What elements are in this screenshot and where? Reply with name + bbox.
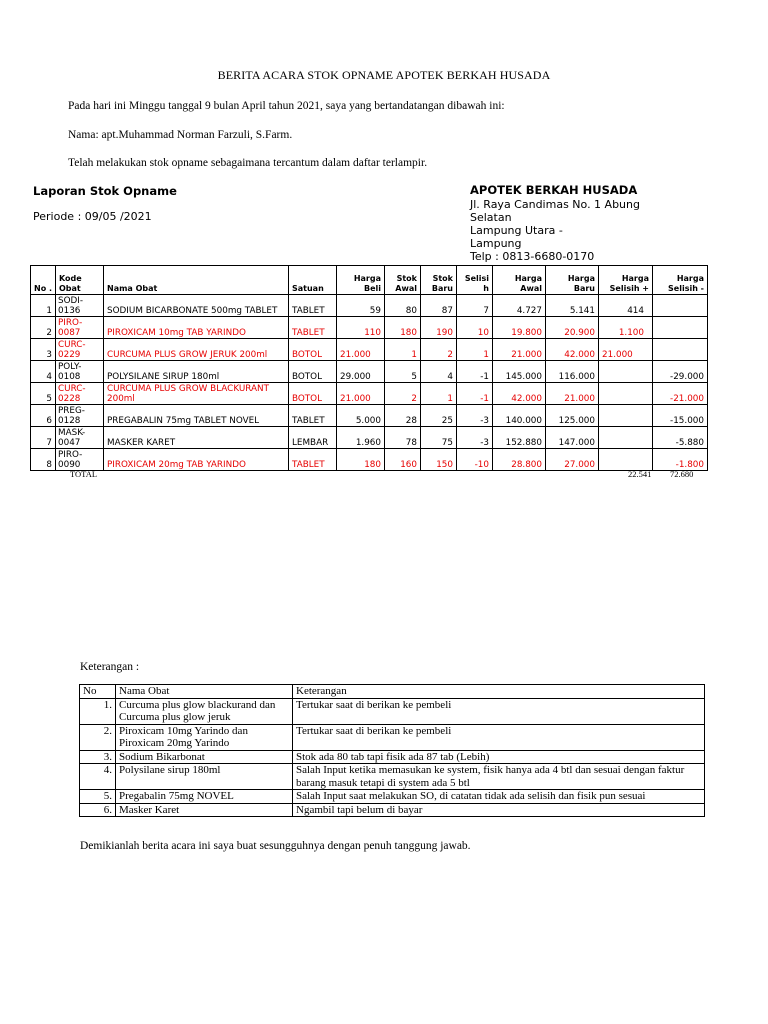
pharmacy-phone: Telp : 0813-6680-0170 xyxy=(470,250,595,263)
col-header-nama: Nama Obat xyxy=(104,266,289,295)
pharmacy-address-line: Jl. Raya Candimas No. 1 Abung xyxy=(470,198,640,211)
ket-row-nama: Polysilane sirup 180ml xyxy=(116,764,293,790)
report-period: Periode : 09/05 /2021 xyxy=(33,210,152,223)
row-no: 6 xyxy=(31,405,56,427)
row-harga-baru: 42.000 xyxy=(546,339,599,361)
row-harga-beli: 110 xyxy=(337,317,385,339)
row-harga-awal: 42.000 xyxy=(493,383,546,405)
closing-statement: Demikianlah berita acara ini saya buat sesungguhnya dengan penuh tanggung jawab. xyxy=(80,840,471,852)
row-selisih: -10 xyxy=(457,449,493,471)
row-stok-awal: 78 xyxy=(385,427,421,449)
row-selisih: -3 xyxy=(457,405,493,427)
ket-row-nama: Masker Karet xyxy=(116,803,293,817)
table-row xyxy=(31,427,708,449)
document-title: BERITA ACARA STOK OPNAME APOTEK BERKAH HUSADA xyxy=(217,68,551,82)
row-harga-beli: 1.960 xyxy=(337,427,385,449)
row-stok-baru: 87 xyxy=(421,295,457,317)
row-kode: CURC-0228 xyxy=(56,383,104,405)
row-harga-awal: 21.000 xyxy=(493,339,546,361)
signer-name: Nama: apt.Muhammad Norman Farzuli, S.Farm. xyxy=(68,129,293,141)
ket-header-keterangan: Keterangan xyxy=(293,685,705,699)
row-no: 4 xyxy=(31,361,56,383)
row-nama: PIROXICAM 20mg TAB YARINDO xyxy=(104,449,289,471)
table-row xyxy=(80,698,705,724)
row-satuan: BOTOL xyxy=(289,339,337,361)
keterangan-label: Keterangan : xyxy=(80,661,140,673)
ket-row-keterangan: Salah Input ketika memasukan ke system, fisik hanya ada 4 btl dan sesuai dengan faktur barang masuk tetapi di system ada 5 btl xyxy=(293,764,705,790)
row-stok-baru: 150 xyxy=(421,449,457,471)
row-nama: PIROXICAM 10mg TAB YARINDO xyxy=(104,317,289,339)
row-harga-baru: 5.141 xyxy=(546,295,599,317)
row-nama: MASKER KARET xyxy=(104,427,289,449)
row-harga-awal: 19.800 xyxy=(493,317,546,339)
row-harga-baru: 116.000 xyxy=(546,361,599,383)
row-stok-awal: 1 xyxy=(385,339,421,361)
row-nama: CURCUMA PLUS GROW JERUK 200ml xyxy=(104,339,289,361)
row-kode: CURC-0229 xyxy=(56,339,104,361)
col-header-stok-awal: Stok Awal xyxy=(385,266,421,295)
row-nama: CURCUMA PLUS GROW BLACKURANT 200ml xyxy=(104,383,289,405)
row-harga-awal: 28.800 xyxy=(493,449,546,471)
table-row xyxy=(31,317,708,339)
row-selisih-plus xyxy=(599,449,653,471)
row-satuan: LEMBAR xyxy=(289,427,337,449)
row-stok-baru: 190 xyxy=(421,317,457,339)
row-harga-awal: 152.880 xyxy=(493,427,546,449)
row-stok-baru: 75 xyxy=(421,427,457,449)
table-row xyxy=(31,339,708,361)
row-satuan: BOTOL xyxy=(289,383,337,405)
row-stok-awal: 180 xyxy=(385,317,421,339)
ket-row-no: 6. xyxy=(80,803,116,817)
row-selisih-minus: -5.880 xyxy=(653,427,708,449)
statement-paragraph: Telah melakukan stok opname sebagaimana tercantum dalam daftar terlampir. xyxy=(68,157,428,169)
row-stok-awal: 160 xyxy=(385,449,421,471)
col-header-satuan: Satuan xyxy=(289,266,337,295)
ket-row-no: 2. xyxy=(80,724,116,750)
row-selisih-minus xyxy=(653,317,708,339)
ket-row-nama: Piroxicam 10mg Yarindo dan Piroxicam 20mg Yarindo xyxy=(116,724,293,750)
table-row xyxy=(80,803,705,817)
col-header-no: No . xyxy=(31,266,56,295)
total-selisih-minus: 72.680 xyxy=(670,469,694,479)
intro-paragraph: Pada hari ini Minggu tanggal 9 bulan April tahun 2021, saya yang bertandatangan dibawah ini: xyxy=(68,100,505,112)
ket-row-nama: Pregabalin 75mg NOVEL xyxy=(116,790,293,804)
row-nama: SODIUM BICARBONATE 500mg TABLET xyxy=(104,295,289,317)
keterangan-table xyxy=(79,684,705,817)
row-harga-baru: 147.000 xyxy=(546,427,599,449)
table-row xyxy=(80,750,705,764)
row-stok-baru: 1 xyxy=(421,383,457,405)
row-stok-awal: 28 xyxy=(385,405,421,427)
row-satuan: BOTOL xyxy=(289,361,337,383)
col-header-harga-baru: Harga Baru xyxy=(546,266,599,295)
row-stok-baru: 2 xyxy=(421,339,457,361)
row-no: 8 xyxy=(31,449,56,471)
row-selisih-minus: -1.800 xyxy=(653,449,708,471)
row-no: 5 xyxy=(31,383,56,405)
pharmacy-info xyxy=(470,184,645,263)
stock-opname-table xyxy=(30,265,708,471)
col-header-harga-selisih-minus: Harga Selisih - xyxy=(653,266,708,295)
row-selisih-minus: -29.000 xyxy=(653,361,708,383)
row-no: 7 xyxy=(31,427,56,449)
row-selisih: 1 xyxy=(457,339,493,361)
row-selisih-minus xyxy=(653,295,708,317)
row-harga-beli: 59 xyxy=(337,295,385,317)
row-selisih-minus: -21.000 xyxy=(653,383,708,405)
table-row xyxy=(80,724,705,750)
row-harga-awal: 140.000 xyxy=(493,405,546,427)
row-satuan: TABLET xyxy=(289,295,337,317)
row-selisih: -3 xyxy=(457,427,493,449)
table-row xyxy=(31,383,708,405)
ket-row-nama: Curcuma plus glow blackurand dan Curcuma plus glow jeruk xyxy=(116,698,293,724)
ket-row-no: 3. xyxy=(80,750,116,764)
row-kode: PIRO-0090 xyxy=(56,449,104,471)
row-stok-awal: 5 xyxy=(385,361,421,383)
table-row xyxy=(80,764,705,790)
col-header-stok-baru: Stok Baru xyxy=(421,266,457,295)
row-no: 2 xyxy=(31,317,56,339)
row-harga-beli: 21.000 xyxy=(337,383,385,405)
row-selisih-plus xyxy=(599,427,653,449)
table-row xyxy=(80,790,705,804)
row-harga-beli: 180 xyxy=(337,449,385,471)
row-satuan: TABLET xyxy=(289,405,337,427)
ket-header-nama: Nama Obat xyxy=(116,685,293,699)
row-harga-beli: 21.000 xyxy=(337,339,385,361)
row-harga-baru: 20.900 xyxy=(546,317,599,339)
row-selisih-plus xyxy=(599,383,653,405)
table-header-row xyxy=(31,266,708,295)
table-row xyxy=(31,295,708,317)
row-no: 3 xyxy=(31,339,56,361)
row-harga-beli: 29.000 xyxy=(337,361,385,383)
row-satuan: TABLET xyxy=(289,449,337,471)
pharmacy-address-line: Lampung Utara - xyxy=(470,224,563,237)
row-harga-baru: 27.000 xyxy=(546,449,599,471)
row-stok-awal: 2 xyxy=(385,383,421,405)
pharmacy-address-line: Lampung xyxy=(470,237,522,250)
col-header-harga-selisih-plus: Harga Selisih + xyxy=(599,266,653,295)
row-kode: POLY-0108 xyxy=(56,361,104,383)
row-nama: POLYSILANE SIRUP 180ml xyxy=(104,361,289,383)
row-no: 1 xyxy=(31,295,56,317)
ket-row-no: 4. xyxy=(80,764,116,790)
row-harga-awal: 4.727 xyxy=(493,295,546,317)
row-selisih-minus xyxy=(653,339,708,361)
row-selisih-plus xyxy=(599,361,653,383)
table-row xyxy=(31,449,708,471)
row-selisih-minus: -15.000 xyxy=(653,405,708,427)
ket-row-keterangan: Tertukar saat di berikan ke pembeli xyxy=(293,724,705,750)
ket-header-no: No xyxy=(80,685,116,699)
ket-row-no: 1. xyxy=(80,698,116,724)
row-selisih-plus: 21.000 xyxy=(599,339,653,361)
report-title: Laporan Stok Opname xyxy=(33,184,177,198)
row-selisih: 7 xyxy=(457,295,493,317)
row-harga-baru: 125.000 xyxy=(546,405,599,427)
row-harga-baru: 21.000 xyxy=(546,383,599,405)
row-kode: PREG-0128 xyxy=(56,405,104,427)
total-selisih-plus: 22.541 xyxy=(628,469,652,479)
row-selisih-plus: 1.100 xyxy=(599,317,653,339)
keterangan-header-row xyxy=(80,685,705,699)
pharmacy-address-line: Selatan xyxy=(470,211,512,224)
ket-row-no: 5. xyxy=(80,790,116,804)
ket-row-keterangan: Stok ada 80 tab tapi fisik ada 87 tab (Lebih) xyxy=(293,750,705,764)
ket-row-keterangan: Tertukar saat di berikan ke pembeli xyxy=(293,698,705,724)
row-kode: MASK-0047 xyxy=(56,427,104,449)
row-selisih-plus: 414 xyxy=(599,295,653,317)
col-header-selisih: Selisi h xyxy=(457,266,493,295)
row-selisih-plus xyxy=(599,405,653,427)
table-row xyxy=(31,405,708,427)
row-harga-awal: 145.000 xyxy=(493,361,546,383)
row-harga-beli: 5.000 xyxy=(337,405,385,427)
row-stok-baru: 25 xyxy=(421,405,457,427)
ket-row-keterangan: Ngambil tapi belum di bayar xyxy=(293,803,705,817)
ket-row-keterangan: Salah Input saat melakukan SO, di catatan tidak ada selisih dan fisik pun sesuai xyxy=(293,790,705,804)
table-row xyxy=(31,361,708,383)
row-kode: PIRO-0087 xyxy=(56,317,104,339)
total-label: TOTAL xyxy=(70,469,98,479)
row-selisih: -1 xyxy=(457,361,493,383)
ket-row-nama: Sodium Bikarbonat xyxy=(116,750,293,764)
col-header-harga-beli: Harga Beli xyxy=(337,266,385,295)
row-kode: SODI-0136 xyxy=(56,295,104,317)
row-nama: PREGABALIN 75mg TABLET NOVEL xyxy=(104,405,289,427)
col-header-kode: Kode Obat xyxy=(56,266,104,295)
pharmacy-name: APOTEK BERKAH HUSADA xyxy=(470,183,638,197)
row-selisih: -1 xyxy=(457,383,493,405)
col-header-harga-awal: Harga Awal xyxy=(493,266,546,295)
row-stok-baru: 4 xyxy=(421,361,457,383)
row-stok-awal: 80 xyxy=(385,295,421,317)
row-selisih: 10 xyxy=(457,317,493,339)
row-satuan: TABLET xyxy=(289,317,337,339)
